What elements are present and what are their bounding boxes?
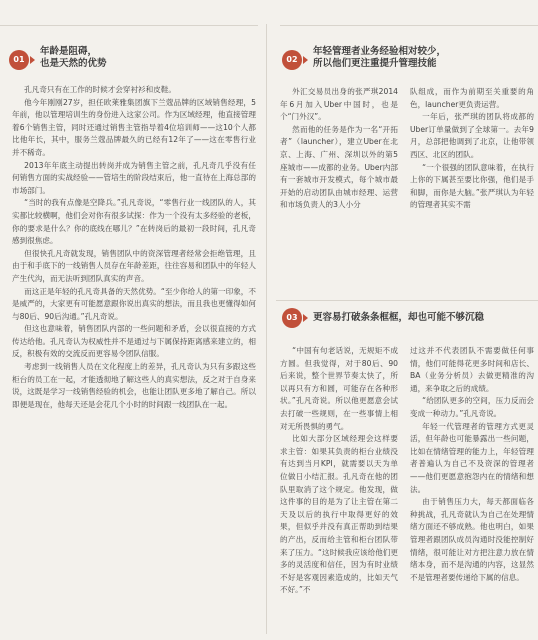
paragraph: 队组成，而作为前期至关重要的角色，launcher更负责运营。 — [410, 87, 534, 109]
article-column-right-upper — [410, 86, 534, 286]
article-column-mid-upper — [280, 86, 398, 286]
section-title-02 — [313, 46, 446, 70]
top-rule-left — [0, 25, 258, 26]
section-title-line: 年龄是阻碍， — [40, 46, 98, 57]
paragraph: 2013年年底主动提出转岗并成为销售主管之前，孔凡奇几乎没有任何销售方面的实战经验——管培生的阶段结束后，他一直待在上海总部的市场部门。 — [12, 160, 256, 195]
section-title-line: 更容易打破条条框框，却也可能不够沉稳 — [313, 312, 485, 323]
section-number-badge: 03 — [282, 308, 302, 328]
paragraph: “给团队更多的空间，压力反而会变成一种动力。”孔凡奇说。 — [410, 396, 534, 418]
section-number-badge: 02 — [282, 50, 302, 70]
column-divider — [266, 24, 267, 634]
paragraph: 但这也意味着，销售团队内部的一些问题和矛盾，会以很直接的方式传达给他。孔凡奇认为权威性并不是通过与下属保持距离感来建立的，相反，积极有效的交流反而更容易令团队信服。 — [12, 324, 256, 359]
paragraph: 由于销售压力大，每天都面临各种挑战，孔凡奇就认为自己在处理情绪方面还不够成熟。他也明白，如果管理者跟团队成员沟通时没能控制好情绪，很可能让对方把注意力放在情绪本身，而不是沟通的内容，这显然不是管理者要传递给下属的信息。 — [410, 497, 534, 582]
paragraph: 然而他的任务是作为一名“开拓者”（launcher），建立Uber在北京、上海、广州、深圳以外的第5座城市——成都的业务。Uber内部有一套城市开发模式，每个城市最开始的启动团队由城市经理、运营和市场负责人的3人小分 — [280, 124, 398, 210]
section-title-line: 所以他们更注重提升管理技能 — [313, 58, 437, 69]
section3-rule — [276, 300, 538, 301]
section-number-badge: 01 — [9, 50, 29, 70]
paragraph: 他今年刚刚27岁，担任欧莱雅集团旗下兰蔻品牌的区域销售经理，5年前，他以管理培训生的身份进入这家公司。作为区域经理，他直接管理着6个销售主管，同时还通过销售主管指导着4位培训师——这10个人都比他年长，其中，服务兰蔻品牌最久的已经有12年了——这在零售行业并不稀奇。 — [12, 97, 256, 157]
paragraph: 考虑到一线销售人员在文化程度上的差异，孔凡奇认为只有多跟这些柜台的员工在一起，才能透彻地了解这些人的真实想法，反之对于自身来说，这既是学习一线销售经验的机会，也能让团队更多地了解自己。所以即便是现在，他每天还是会花几个小时的时间跟一线团队在一起。 — [12, 362, 256, 409]
arrow-icon — [30, 56, 35, 64]
paragraph: 过这并不代表团队不需要做任何事情，他们可能得花更多时间和店长、BA（业务分析员）去做更精准的沟通，来争取之后的成绩。 — [410, 346, 534, 393]
paragraph: 外汇交易员出身的张严琪2014年6月加入Uber中国时，也是个“门外汉”。 — [280, 87, 398, 122]
article-column-left — [12, 84, 256, 636]
paragraph: 一年后，张严琪的团队将成都的Uber订单量做到了全球第一。去年9月，总部把他调到了北京，让他带领西区、北区的团队。 — [410, 112, 534, 159]
section-title-line: 也是天然的优势 — [40, 58, 107, 69]
paragraph: 比如大部分区域经理会这样要求主管：如果其负责的柜台业绩没有达到当月KPI，就需要以天为单位做日小结汇报。孔凡奇在他的团队里取消了这个规定。他发现，做这件事的目的是为了让主管在第二天及以后的执行中取得更好的效果，但似乎并没有真正帮助到结果的产出，反而给主管和柜台团队带来了压力。“这时候我应该给他们更多的灵活度和信任，因为有时业绩不好是客观因素造成的，比如天气不好。”不 — [280, 434, 398, 595]
section-title-line: 年轻管理者业务经验相对较少， — [313, 46, 447, 57]
paragraph: 而这正是年轻的孔凡奇具备的天然优势。“至少你给人的第一印象，不是威严的，大家更有可能愿意跟你说出真实的想法，而且我也更懂得如何与80后、90后沟通。”孔凡奇说。 — [12, 286, 256, 321]
arrow-icon — [303, 314, 308, 322]
paragraph: “当时的我有点像是空降兵。”孔凡奇说，“零售行业一线团队的人，其实都比较横啊，他们会对你有很多试探：作为一个没有太多经验的老板，你的要求是什么？你的底线在哪儿？”在转岗后的最初一段时间，孔凡奇感到很焦虑。 — [12, 198, 256, 246]
top-rule-right — [280, 25, 538, 26]
paragraph: “一个很强的团队意味着，在执行上你的下属甚至要比你强，他们是手和脚，而你是大脑。”张严琪认为年轻的管理者其实不需 — [410, 162, 534, 210]
paragraph: 孔凡奇只有在工作的时候才会穿衬衫和皮鞋。 — [24, 85, 177, 94]
section-title-03 — [313, 312, 484, 324]
paragraph: 但很快孔凡奇就发现，销售团队中的资深管理者经常会拒绝管理，且由于和手底下的一线销售人员存在年龄差距，往往容易和团队中的年轻人产生代沟，而无法听到团队真实的声音。 — [12, 248, 256, 283]
paragraph: “中国有句老话说，无规矩不成方圆。但我觉得，对于80后、90后来说，整个世界节奏太快了，所以再只有方和圆，可能存在各种形状。”孔凡奇说。所以他更愿意会试去打破一些规则，在一些事情上相对无所畏惧的勇气。 — [280, 346, 398, 431]
arrow-icon — [303, 56, 308, 64]
article-column-right-lower — [410, 345, 534, 636]
article-column-mid-lower — [280, 345, 398, 636]
paragraph: 年轻一代管理者的管理方式更灵活，但年龄也可能暴露出一些问题，比如在情绪管理的能力上，年轻管理者普遍认为自己不及资深的管理者——他们更愿意抱怨内在的情绪和想法。 — [410, 421, 534, 494]
section-title-01 — [40, 46, 107, 70]
